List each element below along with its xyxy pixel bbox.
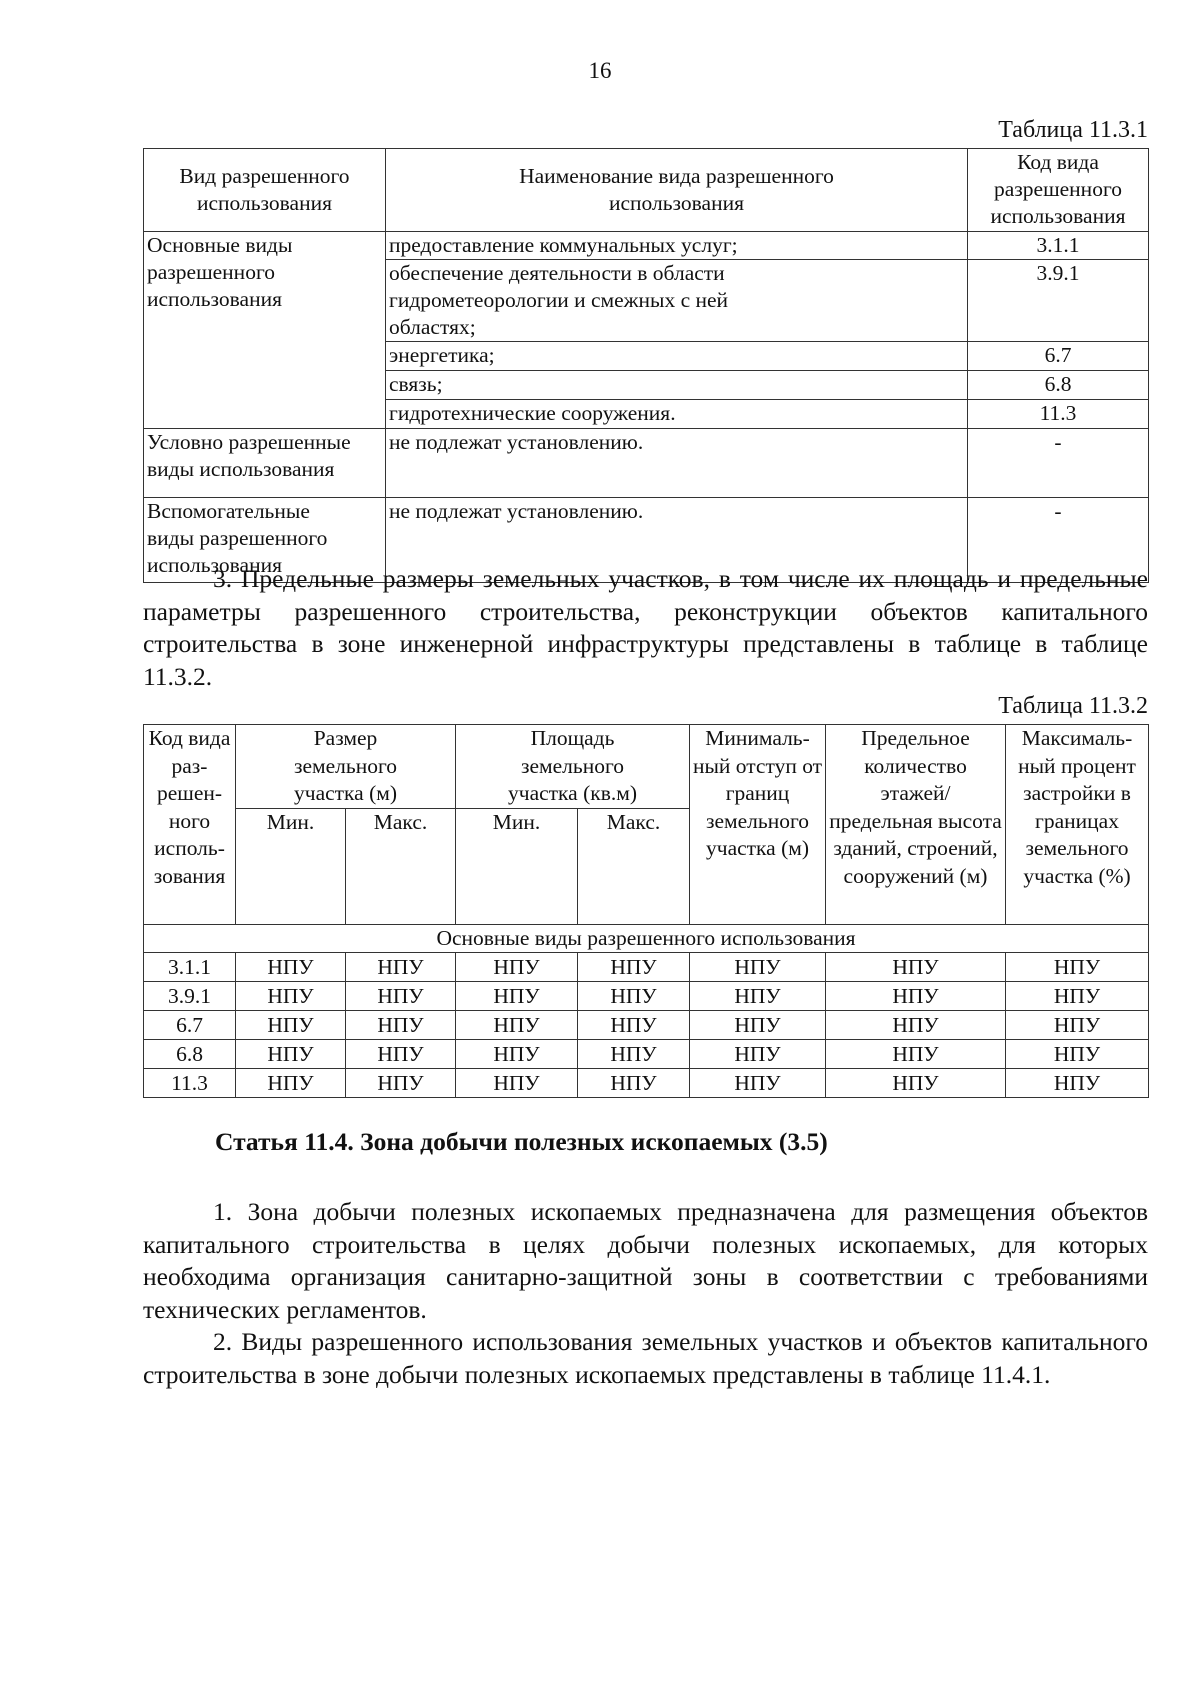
row-value: НПУ [578, 981, 690, 1010]
group-auxiliary: Вспомогательные виды разрешенного использования [144, 498, 386, 583]
land-use-types-table [143, 148, 1149, 583]
row-code: 3.1.1 [968, 232, 1149, 260]
row-name: предоставление коммунальных услуг; [386, 232, 968, 260]
row-value: НПУ [236, 981, 346, 1010]
article-heading: Статья 11.4. Зона добычи полезных ископаемых (3.5) [215, 1127, 828, 1156]
header-name: Наименование вида разрешенного использования [386, 149, 968, 232]
row-code: 6.7 [968, 342, 1149, 371]
paragraph-article-2: 2. Виды разрешенного использования земельных участков и объектов капитального строительства в зоне добычи полезных ископаемых представлены в таблице 11.4.1. [143, 1327, 1148, 1389]
table-row [144, 952, 1149, 981]
row-value: НПУ [346, 1010, 456, 1039]
row-value: НПУ [690, 952, 826, 981]
row-value: НПУ [236, 1068, 346, 1097]
page-number: 16 [588, 58, 612, 83]
header-percent: Максималь-ный процент застройки в границах земельного участка (%) [1006, 725, 1149, 925]
row-value: НПУ [826, 952, 1006, 981]
row-code: 6.8 [144, 1039, 236, 1068]
row-code: - [968, 498, 1149, 583]
header-floors: Предельное количество этажей/ предельная высота зданий, строений, сооружений (м) [826, 725, 1006, 925]
row-code: 6.8 [968, 371, 1149, 400]
row-value: НПУ [1006, 952, 1149, 981]
row-name: гидротехнические сооружения. [386, 400, 968, 429]
header-size-max: Макс. [346, 808, 456, 924]
header-code: Код вида разрешенного использования [968, 149, 1149, 232]
row-name: связь; [386, 371, 968, 400]
header-size-min: Мин. [236, 808, 346, 924]
header-area-max: Макс. [578, 808, 690, 924]
row-value: НПУ [690, 1010, 826, 1039]
header-code: Код вида раз-решен-ного исполь-зования [144, 725, 236, 925]
row-value: НПУ [346, 1039, 456, 1068]
row-name: обеспечение деятельности в области гидрометеорологии и смежных с ней областях; [386, 260, 968, 342]
row-value: НПУ [1006, 1039, 1149, 1068]
row-code: 6.7 [144, 1010, 236, 1039]
header-area-min: Мин. [456, 808, 578, 924]
row-value: НПУ [236, 1010, 346, 1039]
header-size: Размер земельного участка (м) [236, 725, 456, 809]
group-main: Основные виды разрешенного использования [144, 924, 1149, 952]
row-code: 3.9.1 [968, 260, 1149, 342]
header-min-offset: Минималь-ный отступ от границ земельного участка (м) [690, 725, 826, 925]
row-value: НПУ [826, 1010, 1006, 1039]
paragraph-article-1: 1. Зона добычи полезных ископаемых предназначена для размещения объектов капитального строительства в целях добычи полезных ископаемых, для которых необходима организация санитарно-защитной зоны в соответствии с требованиями технических регламентов. [143, 1197, 1148, 1324]
row-value: НПУ [826, 1068, 1006, 1097]
row-value: НПУ [826, 1039, 1006, 1068]
row-value: НПУ [346, 1068, 456, 1097]
group-main: Основные виды разрешенного использования [144, 232, 386, 429]
row-value: НПУ [690, 1068, 826, 1097]
row-value: НПУ [346, 981, 456, 1010]
row-value: НПУ [578, 1068, 690, 1097]
paragraph-3: 3. Предельные размеры земельных участков, в том числе их площадь и предельные параметры разрешенного строительства, реконструкции объектов капитального строительства в зоне инженерной инфраструктуры представлены в таблице в таблице 11.3.2. [143, 564, 1148, 691]
row-name: не подлежат установлению. [386, 429, 968, 498]
row-code: 11.3 [144, 1068, 236, 1097]
table-caption: Таблица 11.3.1 [998, 117, 1148, 143]
land-parameters-table [143, 724, 1149, 1098]
row-value: НПУ [456, 1039, 578, 1068]
row-value: НПУ [1006, 1068, 1149, 1097]
row-value: НПУ [690, 981, 826, 1010]
row-value: НПУ [236, 952, 346, 981]
row-code: - [968, 429, 1149, 498]
row-value: НПУ [578, 1010, 690, 1039]
row-value: НПУ [456, 981, 578, 1010]
row-value: НПУ [346, 952, 456, 981]
header-type: Вид разрешенного использования [144, 149, 386, 232]
table-row [144, 1068, 1149, 1097]
row-value: НПУ [690, 1039, 826, 1068]
row-code: 3.1.1 [144, 952, 236, 981]
row-value: НПУ [1006, 1010, 1149, 1039]
row-value: НПУ [236, 1039, 346, 1068]
row-value: НПУ [1006, 981, 1149, 1010]
row-code: 11.3 [968, 400, 1149, 429]
row-value: НПУ [456, 952, 578, 981]
row-value: НПУ [456, 1010, 578, 1039]
table-row [144, 1039, 1149, 1068]
header-area: Площадь земельного участка (кв.м) [456, 725, 690, 809]
group-conditional: Условно разрешенные виды использования [144, 429, 386, 498]
row-value: НПУ [456, 1068, 578, 1097]
table-row [144, 981, 1149, 1010]
row-name: энергетика; [386, 342, 968, 371]
table-row [144, 1010, 1149, 1039]
row-code: 3.9.1 [144, 981, 236, 1010]
row-value: НПУ [578, 1039, 690, 1068]
table-caption: Таблица 11.3.2 [998, 693, 1148, 719]
row-value: НПУ [826, 981, 1006, 1010]
row-value: НПУ [578, 952, 690, 981]
row-name: не подлежат установлению. [386, 498, 968, 583]
